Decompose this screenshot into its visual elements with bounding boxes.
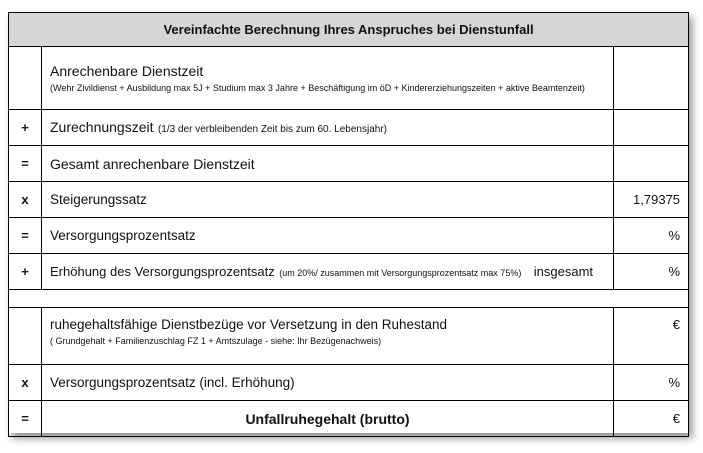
row-label: Gesamt anrechenbare Dienstzeit bbox=[42, 146, 614, 182]
row-extra: insgesamt bbox=[533, 263, 594, 279]
row-operator: x bbox=[9, 182, 42, 218]
row-operator: = bbox=[9, 218, 42, 254]
row-value: % bbox=[614, 218, 689, 254]
table-row bbox=[9, 146, 689, 182]
row-label: Zurechnungszeit bbox=[50, 118, 154, 135]
row-value bbox=[614, 146, 689, 182]
row-value: € bbox=[614, 401, 689, 437]
row-description bbox=[42, 308, 614, 365]
table-row bbox=[9, 110, 689, 146]
row-value: 1,79375 bbox=[614, 182, 689, 218]
row-label: ruhegehaltsfähige Dienstbezüge vor Versetzung in den Ruhestand bbox=[50, 317, 448, 332]
spacer-row bbox=[9, 290, 689, 308]
row-value: € bbox=[614, 308, 689, 365]
table-row bbox=[9, 308, 689, 365]
row-value bbox=[614, 110, 689, 146]
row-operator: x bbox=[9, 365, 42, 401]
table-row bbox=[9, 401, 689, 437]
row-note: (Wehr Zivildienst + Ausbildung max 5J + Studium max 3 Jahre + Beschäftigung im öD + Kindererziehungszeiten + aktive Beamtenzeit) bbox=[50, 82, 585, 93]
table-row bbox=[9, 182, 689, 218]
table-row bbox=[9, 254, 689, 290]
row-label: Erhöhung des Versorgungsprozentsatz bbox=[50, 263, 275, 279]
row-label: Steigerungssatz bbox=[42, 182, 614, 218]
row-value: % bbox=[614, 365, 689, 401]
row-operator: = bbox=[9, 401, 42, 437]
row-value bbox=[614, 47, 689, 110]
calculation-table bbox=[8, 12, 689, 437]
table-row bbox=[9, 47, 689, 110]
row-operator: + bbox=[9, 110, 42, 146]
row-operator: = bbox=[9, 146, 42, 182]
row-label: Versorgungsprozentsatz bbox=[42, 218, 614, 254]
header-row bbox=[9, 13, 689, 47]
row-note: (um 20%/ zusammen mit Versorgungsprozentsatz max 75%) bbox=[279, 267, 522, 278]
row-operator bbox=[9, 308, 42, 365]
row-note: (1/3 der verbleibenden Zeit bis zum 60. Lebensjahr) bbox=[157, 123, 387, 135]
row-label: Unfallruhegehalt (brutto) bbox=[42, 401, 614, 437]
table-row bbox=[9, 365, 689, 401]
row-description bbox=[42, 254, 614, 290]
table-title: Vereinfachte Berechnung Ihres Anspruches bei Dienstunfall bbox=[9, 13, 689, 47]
row-operator: + bbox=[9, 254, 42, 290]
row-description bbox=[42, 110, 614, 146]
row-label: Versorgungsprozentsatz (incl. Erhöhung) bbox=[42, 365, 614, 401]
row-description bbox=[42, 47, 614, 110]
table-row bbox=[9, 218, 689, 254]
calculation-sheet bbox=[8, 12, 688, 433]
row-note: ( Grundgehalt + Familienzuschlag FZ 1 + Amtszulage - siehe: Ihr Bezügenachweis) bbox=[50, 336, 382, 346]
row-label: Anrechenbare Dienstzeit bbox=[50, 62, 204, 79]
row-value: % bbox=[614, 254, 689, 290]
row-operator bbox=[9, 47, 42, 110]
